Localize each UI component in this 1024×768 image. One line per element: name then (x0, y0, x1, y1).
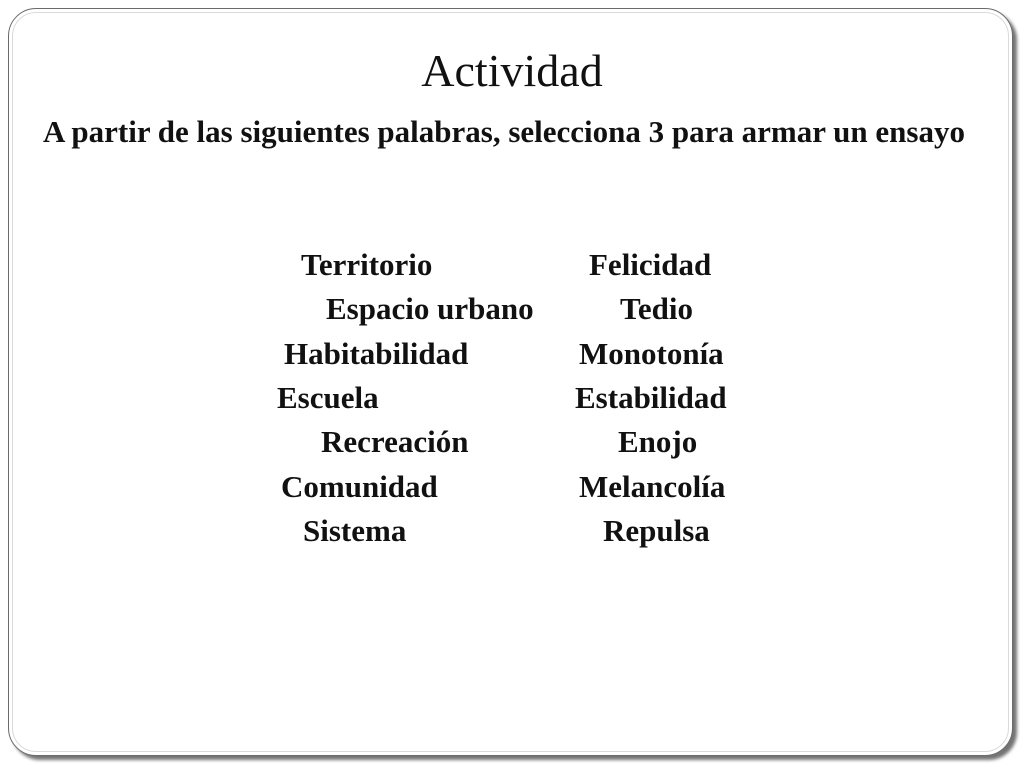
word-left-recreacion: Recreación (321, 424, 469, 459)
word-left-espacio-urbano: Espacio urbano (326, 291, 534, 326)
word-right-enojo: Enojo (618, 424, 698, 459)
word-left-escuela: Escuela (277, 380, 379, 415)
word-right-monotonia: Monotonía (579, 336, 724, 371)
word-left-comunidad: Comunidad (281, 469, 438, 504)
instruction-text: A partir de las siguientes palabras, selecciona 3 para armar un ensayo (43, 114, 965, 149)
word-left-sistema: Sistema (303, 513, 407, 548)
slide-title: Actividad (421, 45, 603, 96)
word-right-estabilidad: Estabilidad (575, 380, 727, 415)
word-right-repulsa: Repulsa (603, 513, 710, 548)
word-right-felicidad: Felicidad (589, 247, 712, 282)
word-left-territorio: Territorio (301, 247, 433, 282)
word-right-tedio: Tedio (620, 291, 693, 326)
word-left-habitabilidad: Habitabilidad (284, 336, 469, 371)
word-right-melancolia: Melancolía (579, 469, 726, 504)
